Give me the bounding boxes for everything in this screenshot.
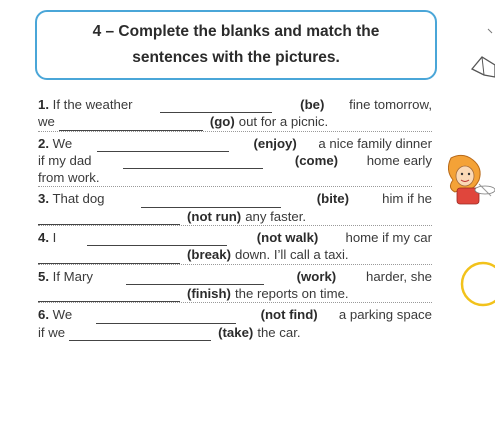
exercise-title-box (35, 10, 437, 80)
sentence-text: him if he (382, 191, 432, 207)
sentence-text: That dog (52, 191, 105, 207)
answer-blank[interactable] (160, 99, 272, 113)
sentence-6-line-1 (38, 306, 432, 323)
sentence-4-line-2 (38, 246, 432, 263)
sentence-5-line-1 (38, 268, 432, 285)
answer-blank[interactable] (38, 250, 180, 264)
answer-blank[interactable] (126, 271, 264, 285)
verb-hint: (break) (187, 247, 231, 263)
sentence-3-line-2 (38, 208, 432, 225)
sentence-3-line-1 (38, 190, 432, 207)
answer-blank[interactable] (38, 288, 180, 302)
sentence-text: the reports on time. (234, 285, 349, 301)
sentence-text: We (52, 135, 73, 151)
sentence-number: 5. (38, 268, 49, 284)
divider (38, 131, 432, 133)
sentence-text: harder, she (366, 268, 432, 284)
sentence-2-line-1 (38, 135, 432, 152)
sentence-text: home if my car (345, 230, 432, 246)
sentence-text: out for a picnic. (238, 114, 329, 130)
answer-blank[interactable] (87, 232, 227, 246)
exercise-title-line-2: sentences with the pictures. (132, 49, 340, 66)
verb-hint: (finish) (187, 285, 231, 301)
open-book-icon (470, 25, 495, 85)
divider (38, 264, 432, 266)
answer-blank[interactable] (96, 310, 236, 324)
sentence-5-line-2 (38, 285, 432, 302)
sentence-number: 6. (38, 307, 49, 323)
verb-hint: (take) (218, 324, 254, 340)
sentence-number: 4. (38, 230, 49, 246)
verb-hint: (not find) (260, 307, 318, 323)
sentence-text: I (52, 230, 57, 246)
verb-hint: (work) (296, 268, 337, 284)
sentence-number: 2. (38, 135, 49, 151)
sentence-text: the car. (257, 324, 301, 340)
sentence-1-line-2 (38, 113, 432, 130)
sentence-text: a nice family dinner (318, 135, 432, 151)
sentence-text: if my dad (38, 152, 92, 168)
sentence-text: home early (366, 152, 432, 168)
sentence-text: we (38, 114, 55, 130)
sentence-text: if we (38, 324, 66, 340)
verb-hint: (bite) (316, 191, 350, 207)
divider (38, 225, 432, 227)
divider (38, 186, 432, 188)
answer-blank[interactable] (59, 117, 203, 131)
sentence-4-line-1 (38, 229, 432, 246)
verb-hint: (enjoy) (253, 135, 297, 151)
sentence-2-line-3 (38, 169, 432, 186)
answer-blank[interactable] (123, 155, 263, 169)
sentence-text: from work. (38, 170, 100, 186)
sentence-text: fine tomorrow, (349, 97, 432, 112)
verb-hint: (come) (294, 152, 339, 168)
answer-blank[interactable] (38, 211, 180, 225)
sentence-text: down. I’ll call a taxi. (234, 247, 349, 263)
sentence-number: 1. (38, 97, 49, 112)
sentence-2-line-2 (38, 152, 432, 169)
sentence-text: a parking space (338, 307, 432, 323)
sentence-6-line-2 (38, 324, 432, 341)
verb-hint: (go) (209, 114, 235, 130)
child-eating-picture (443, 150, 495, 212)
exercise-sentences (38, 96, 432, 341)
answer-blank[interactable] (97, 138, 229, 152)
sentence-1-line-1 (38, 96, 432, 113)
verb-hint: (not run) (187, 208, 242, 224)
answer-blank[interactable] (141, 194, 281, 208)
sentence-text: If the weather (52, 97, 133, 112)
sentence-number: 3. (38, 191, 49, 207)
sentence-text: If Mary (52, 268, 93, 284)
sentence-text: We (52, 307, 73, 323)
sentence-text: any faster. (245, 208, 307, 224)
divider (38, 302, 432, 304)
verb-hint: (not walk) (256, 230, 319, 246)
yellow-circle-picture (455, 258, 495, 310)
verb-hint: (be) (300, 97, 325, 112)
exercise-title-line-1: 4 – Complete the blanks and match the (92, 23, 380, 40)
answer-blank[interactable] (69, 327, 211, 341)
